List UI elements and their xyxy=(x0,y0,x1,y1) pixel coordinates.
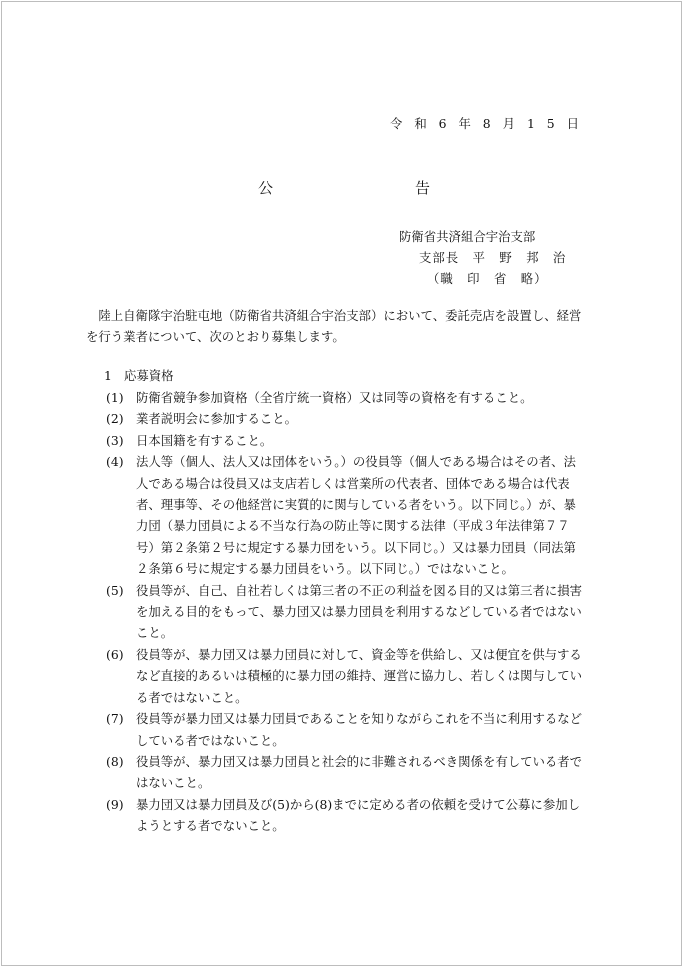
list-item xyxy=(106,644,586,708)
item-number: (3) xyxy=(106,432,124,448)
list-item xyxy=(106,580,586,644)
item-text: 役員等が、暴力団又は暴力団員に対して、資金等を供給し、又は便宜を供与するなど直接的あるいは積極的に暴力団の維持、運営に協力し、若しくは関与している者ではないこと。 xyxy=(136,646,583,705)
intro-paragraph: 陸上自衛隊宇治駐屯地（防衛省共済組合宇治支部）において、委託売店を設置し、経営を行う業者について、次のとおり募集します。 xyxy=(86,308,582,344)
section-number: 1 xyxy=(104,368,112,383)
list-item xyxy=(106,387,586,408)
item-number: (2) xyxy=(106,411,124,427)
item-number: (8) xyxy=(106,753,124,769)
item-number: (1) xyxy=(106,390,124,405)
section-title: 応募資格 xyxy=(124,368,174,383)
item-number: (5) xyxy=(106,582,124,598)
list-item xyxy=(106,708,586,751)
section-heading xyxy=(104,366,174,384)
list-item xyxy=(106,794,586,837)
item-text: 業者説明会に参加すること。 xyxy=(136,411,298,427)
notice-title xyxy=(2,177,681,197)
list-item xyxy=(106,430,586,451)
qualification-list xyxy=(106,387,586,837)
list-item xyxy=(106,751,586,794)
item-text: 役員等が、自己、自社若しくは第三者の不正の利益を図る目的又は第三者に損害を加える目的をもって、暴力団又は暴力団員を利用するなどしている者ではないこと。 xyxy=(136,582,583,641)
item-text: 法人等（個人、法人又は団体をいう。）の役員等（個人である場合はその者、法人である場合は役員又は支店若しくは営業所の代表者、団体である場合は代表者、理事等、その他経営に実質的に関与している者をいう。以下同じ。）が、暴力団（暴力団員による不当な行為の防止等に関する法律（平成３年法律第７７号）第２条第２号に規定する暴力団をいう。以下同じ。）又は暴力団員（同法第２条第６号に規定する暴力団員をいう。以下同じ。）ではないこと。 xyxy=(136,454,576,577)
title-char-2: 告 xyxy=(415,179,431,197)
item-number: (4) xyxy=(106,454,124,470)
item-number: (7) xyxy=(106,711,124,727)
issuer-organization: 防衛省共済組合宇治支部 xyxy=(399,229,536,244)
seal-omitted-note: （職 印 省 略） xyxy=(427,271,548,286)
notice-date: 令 和 6 年 8 月 1 5 日 xyxy=(390,116,583,131)
list-item xyxy=(106,408,586,429)
issuer-name: 支部長 平 野 邦 治 xyxy=(419,250,567,265)
issuer-block xyxy=(399,226,566,289)
item-text: 日本国籍を有すること。 xyxy=(136,432,273,448)
item-number: (9) xyxy=(106,796,124,812)
item-text: 防衛省競争参加資格（全省庁統一資格）又は同等の資格を有すること。 xyxy=(136,390,533,405)
item-text: 役員等が、暴力団又は暴力団員と社会的に非難されるべき関係を有している者ではないこと。 xyxy=(136,753,583,791)
item-text: 役員等が暴力団又は暴力団員であることを知りながらこれを不当に利用するなどしている者ではないこと。 xyxy=(136,711,583,748)
title-char-1: 公 xyxy=(258,179,274,197)
list-item xyxy=(106,451,586,579)
item-number: (6) xyxy=(106,646,124,662)
document-page xyxy=(1,1,682,966)
item-text: 暴力団又は暴力団員及び(5)から(8)までに定める者の依頼を受けて公募に参加しようとする者でないこと。 xyxy=(136,796,580,834)
